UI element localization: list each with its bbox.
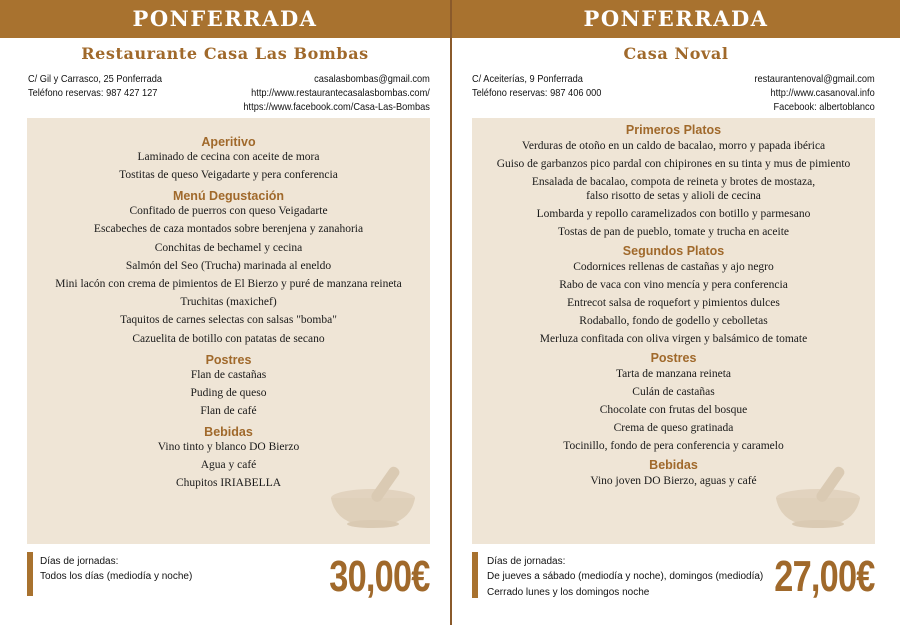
footer-accent-bar: [27, 552, 33, 596]
price: 30,00€: [329, 552, 430, 601]
section-title: Segundos Platos: [622, 244, 725, 258]
menu-item: Rodaballo, fondo de godello y cebolletas: [579, 315, 768, 327]
email-link[interactable]: casalasbombas@gmail.com: [314, 73, 430, 85]
restaurant-name: Restaurante Casa Las Bombas: [81, 44, 369, 63]
menu-item: Salmón del Seo (Trucha) marinada al eneldo: [125, 259, 332, 272]
menu-item-line: falso risotto de setas y alioli de cecina: [586, 190, 761, 202]
menu-item: Taquitos de carnes selectas con salsas "bomba": [120, 314, 337, 327]
footer-days-label: Días de jornadas:: [487, 556, 566, 567]
menu-item: Flan de castañas: [190, 368, 267, 381]
menu-item: Chocolate con frutas del bosque: [599, 404, 748, 416]
contact-online-block: [755, 72, 875, 114]
section-title: Aperitivo: [201, 135, 256, 149]
menu-item: Conchitas de bechamel y cecina: [154, 241, 303, 254]
menu-content: [27, 118, 430, 494]
menu-item: Laminado de cecina con aceite de mora: [137, 151, 320, 163]
menu-item: Tostas de pan de pueblo, tomate y trucha en aceite: [557, 226, 790, 238]
footer-days-line-1: De jueves a sábado (mediodía y noche), domingos (mediodía): [487, 571, 764, 582]
menu-item: Cazuelita de botillo con patatas de secano: [132, 332, 325, 345]
page-casa-noval: [452, 0, 900, 625]
menu-item: Flan de café: [200, 404, 257, 417]
contact-address-block: [472, 72, 601, 100]
menu-item: Guiso de garbanzos pico pardal con chipirones en su tinta y mus de pimiento: [496, 158, 851, 170]
menu-item: [472, 175, 875, 203]
menu-item: Agua y café: [200, 459, 257, 472]
website-link[interactable]: http://www.casanoval.info: [770, 87, 875, 99]
menu-item: Merluza confitada con oliva virgen y balsámico de tomate: [539, 333, 808, 345]
menu-item: Truchitas (maxichef): [180, 296, 277, 309]
phone: Teléfono reservas: 987 427 127: [28, 87, 158, 99]
city-header: PONFERRADA: [0, 0, 450, 38]
footer-accent-bar: [472, 552, 478, 598]
menu-item: Vino tinto y blanco DO Bierzo: [157, 440, 300, 453]
menu-item: Culán de castañas: [632, 386, 715, 398]
menu-box: [27, 118, 430, 544]
menu-item: Chupitos IRIABELLA: [175, 477, 282, 490]
section-title: Bebidas: [204, 424, 253, 439]
section-title: Postres: [205, 352, 252, 367]
phone: Teléfono reservas: 987 406 000: [472, 87, 602, 99]
section-title: Postres: [650, 351, 697, 365]
email-link[interactable]: restaurantenoval@gmail.com: [754, 73, 875, 85]
menu-item: Verduras de otoño en un caldo de bacalao, morro y papada ibérica: [521, 140, 826, 152]
facebook-link[interactable]: Facebook: albertoblanco: [773, 101, 875, 113]
price: 27,00€: [774, 552, 875, 601]
menu-item: Tostitas de queso Veigadarte y pera conferencia: [119, 169, 338, 182]
menu-item: Codornices rellenas de castañas y ajo negro: [573, 261, 774, 273]
address: C/ Gil y Carrasco, 25 Ponferrada: [28, 73, 163, 85]
menu-item: Escabeches de caza montados sobre berenjena y zanahoria: [93, 223, 364, 236]
section-title: Primeros Platos: [625, 123, 722, 137]
menu-item: Tocinillo, fondo de pera conferencia y caramelo: [563, 440, 784, 452]
section-title: Bebidas: [649, 458, 698, 472]
contact-online-block: [244, 72, 430, 114]
section-title: Menú Degustación: [172, 189, 285, 204]
menu-item: Rabo de vaca con vino mencía y pera conferencia: [559, 279, 788, 291]
menu-item: Mini lacón con crema de pimientos de El Bierzo y puré de manzana reineta: [55, 277, 402, 290]
menu-item: Confitado de puerros con queso Veigadarte: [129, 205, 328, 218]
menu-item-line: Ensalada de bacalao, compota de reineta y brotes de mostaza,: [531, 176, 816, 188]
website-link[interactable]: http://www.restaurantecasalasbombas.com/: [251, 87, 430, 99]
restaurant-name: Casa Noval: [623, 44, 729, 63]
menu-item: Tarta de manzana reineta: [615, 368, 732, 380]
footer-days-label: Días de jornadas:: [40, 556, 119, 567]
menu-item: Lombarda y repollo caramelizados con botillo y parmesano: [536, 208, 811, 220]
footer-days-line-2: Cerrado lunes y los domingos noche: [487, 587, 650, 598]
menu-box: [472, 118, 875, 544]
menu-item: Entrecot salsa de roquefort y pimientos dulces: [567, 297, 780, 309]
address: C/ Aceiterías, 9 Ponferrada: [472, 73, 583, 85]
menu-content: [472, 118, 875, 492]
menu-item: Vino joven DO Bierzo, aguas y café: [590, 475, 757, 487]
contact-address-block: [28, 72, 162, 100]
menu-item: Crema de queso gratinada: [613, 422, 734, 434]
city-header: PONFERRADA: [452, 0, 900, 38]
menu-item: Puding de queso: [190, 386, 267, 399]
facebook-link[interactable]: https://www.facebook.com/Casa-Las-Bombas: [243, 101, 430, 113]
footer-days-line-1: Todos los días (mediodía y noche): [40, 571, 193, 582]
